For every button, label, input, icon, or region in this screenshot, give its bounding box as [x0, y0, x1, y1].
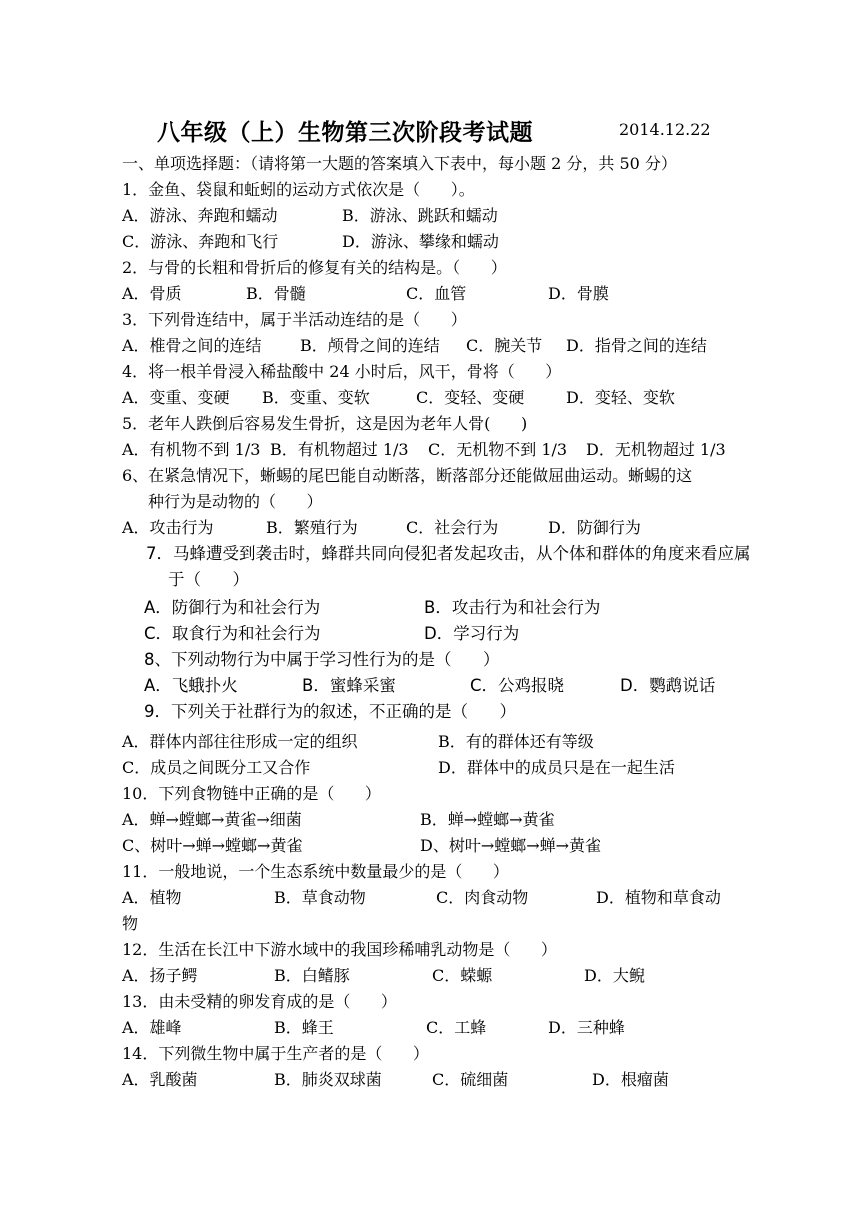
option-c: C．变轻、变硬 — [416, 388, 525, 407]
question-stem: 4．将一根羊骨浸入稀盐酸中 24 小时后，风干，骨将（ ） — [122, 362, 562, 381]
option-a: A．植物 — [122, 888, 182, 907]
option-b: B．骨髓 — [246, 284, 306, 303]
option-wrap: 物 — [122, 914, 139, 933]
option-d: D．群体中的成员只是在一起生活 — [438, 758, 675, 777]
question-stem-continued: 于（ ） — [168, 570, 249, 589]
option-a: A．群体内部往往形成一定的组织 — [122, 732, 358, 751]
option-b: B．蝉→螳螂→黄雀 — [420, 810, 555, 829]
option-a: A．变重、变硬 — [122, 388, 230, 407]
question-stem: 1．金鱼、袋鼠和蚯蚓的运动方式依次是（ ）。 — [122, 180, 475, 199]
option-d: D．指骨之间的连结 — [566, 336, 707, 355]
question-stem: 3．下列骨连结中，属于半活动连结的是（ ） — [122, 310, 467, 329]
exam-date: 2014.12.22 — [619, 120, 711, 139]
option-b: B．有的群体还有等级 — [438, 732, 594, 751]
option-d: D．大鲵 — [584, 966, 645, 985]
option-d: D．防御行为 — [548, 518, 641, 537]
option-b: B．草食动物 — [274, 888, 366, 907]
option-d: D．游泳、攀缘和蠕动 — [342, 232, 499, 251]
option-a: A．防御行为和社会行为 — [144, 598, 321, 617]
option-c: C．游泳、奔跑和飞行 — [122, 232, 279, 251]
option-b: B．攻击行为和社会行为 — [424, 598, 601, 617]
exam-title: 八年级（上）生物第三次阶段考试题 — [157, 120, 533, 146]
question-stem: 7．马蜂遭受到袭击时，蜂群共同向侵犯者发起攻击，从个体和群体的角度来看应属 — [146, 544, 751, 563]
option-c: C．血管 — [406, 284, 467, 303]
option-a: A．攻击行为 — [122, 518, 214, 537]
option-b: B．变重、变软 — [262, 388, 370, 407]
option-b: B．颅骨之间的连结 — [300, 336, 440, 355]
option-c: C、树叶→蝉→螳螂→黄雀 — [122, 836, 303, 855]
question-stem: 14．下列微生物中属于生产者的是（ ） — [122, 1044, 429, 1063]
option-c: C．无机物不到 1/3 — [428, 440, 568, 459]
question-stem: 8、下列动物行为中属于学习性行为的是（ ） — [144, 650, 500, 669]
option-d: D．三种蜂 — [548, 1018, 625, 1037]
option-a: A．飞蛾扑火 — [144, 676, 238, 695]
option-d: D．变轻、变软 — [566, 388, 675, 407]
option-b: B．蜜蜂采蜜 — [302, 676, 396, 695]
option-d: D．鹦鹉说话 — [620, 676, 716, 695]
option-a: A．有机物不到 1/3 — [122, 440, 261, 459]
question-stem: 10．下列食物链中正确的是（ ） — [122, 784, 381, 803]
option-c: C．肉食动物 — [436, 888, 529, 907]
question-stem: 5．老年人跌倒后容易发生骨折，这是因为老年人骨( ) — [122, 414, 528, 433]
option-d: D．学习行为 — [424, 624, 520, 643]
question-stem: 2．与骨的长粗和骨折后的修复有关的结构是。（ ） — [122, 258, 507, 277]
option-d: D．无机物超过 1/3 — [586, 440, 726, 459]
option-c: C．成员之间既分工又合作 — [122, 758, 311, 777]
option-a: A．乳酸菌 — [122, 1070, 198, 1089]
question-stem: 13．由未受精的卵发育成的是（ ） — [122, 992, 397, 1011]
question-stem-continued: 种行为是动物的（ ） — [148, 492, 323, 511]
option-d: D．骨膜 — [548, 284, 609, 303]
question-stem: 11．一般地说，一个生态系统中数量最少的是（ ） — [122, 862, 509, 881]
question-stem: 6、在紧急情况下，蜥蜴的尾巴能自动断落，断落部分还能做屈曲运动。蜥蜴的这 — [122, 466, 693, 485]
option-b: B．肺炎双球菌 — [274, 1070, 382, 1089]
option-a: A．游泳、奔跑和蠕动 — [122, 206, 278, 225]
option-c: C．取食行为和社会行为 — [144, 624, 321, 643]
question-stem: 12．生活在长江中下游水域中的我国珍稀哺乳动物是（ ） — [122, 940, 557, 959]
option-b: B．蜂王 — [274, 1018, 334, 1037]
option-c: C．工蜂 — [426, 1018, 487, 1037]
option-c: C．社会行为 — [406, 518, 499, 537]
option-b: B．繁殖行为 — [266, 518, 358, 537]
section-heading: 一、单项选择题：（请将第一大题的答案填入下表中，每小题 2 分，共 50 分） — [122, 154, 677, 173]
option-a: A．骨质 — [122, 284, 182, 303]
question-stem: 9．下列关于社群行为的叙述，不正确的是（ ） — [144, 702, 516, 721]
option-d: D．植物和草食动 — [596, 888, 721, 907]
option-d: D．根瘤菌 — [592, 1070, 669, 1089]
option-c: C．蝾螈 — [432, 966, 493, 985]
option-a: A．雄峰 — [122, 1018, 182, 1037]
option-a: A．椎骨之间的连结 — [122, 336, 262, 355]
option-c: C．公鸡报晓 — [470, 676, 565, 695]
option-a: A．扬子鳄 — [122, 966, 198, 985]
option-b: B．有机物超过 1/3 — [270, 440, 409, 459]
option-b: B．游泳、跳跃和蠕动 — [342, 206, 498, 225]
option-d: D、树叶→螳螂→蝉→黄雀 — [420, 836, 602, 855]
option-a: A．蝉→螳螂→黄雀→细菌 — [122, 810, 302, 829]
option-b: B．白鳍豚 — [274, 966, 350, 985]
option-c: C．腕关节 — [466, 336, 543, 355]
option-c: C．硫细菌 — [432, 1070, 509, 1089]
